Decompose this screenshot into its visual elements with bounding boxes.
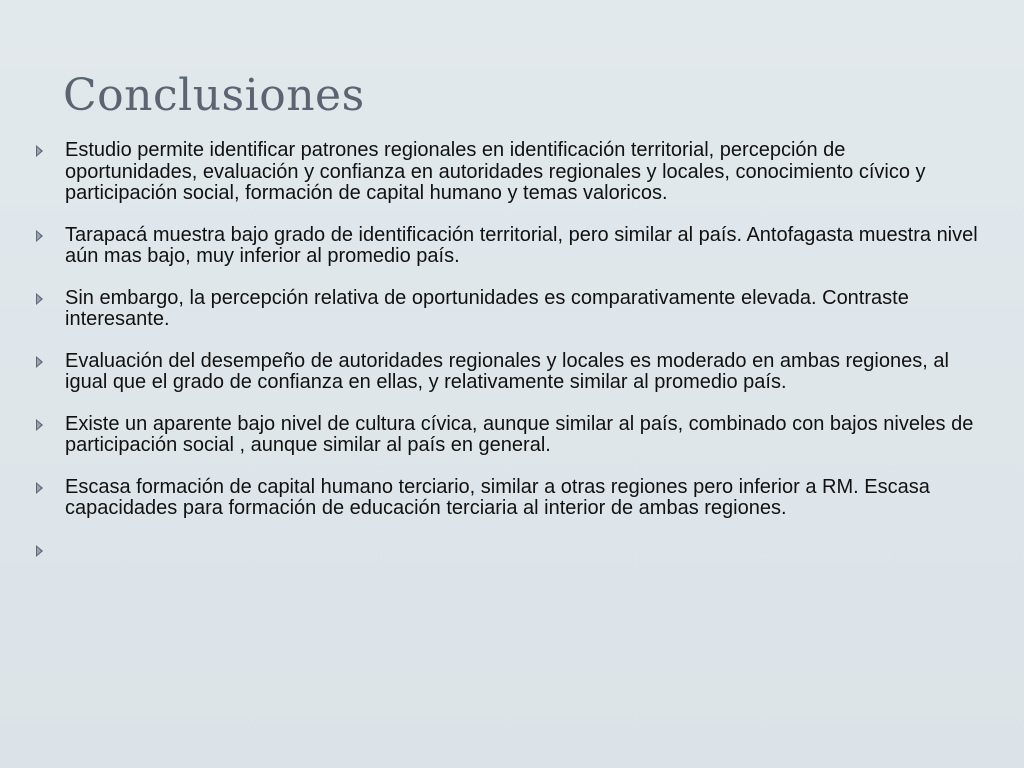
bullet-text: Evaluación del desempeño de autoridades regionales y locales es moderado en ambas regiones, al igual que el grado de confianza en ellas, y relativamente similar al promedio país. [65,349,949,393]
bullet-item [32,477,982,520]
slide-title: Conclusiones [63,70,365,121]
bullet-list [32,140,982,582]
arrow-bullet-icon [36,419,43,431]
arrow-bullet-icon [36,230,43,242]
arrow-bullet-icon [36,545,43,557]
bullet-text: Sin embargo, la percepción relativa de oportunidades es comparativamente elevada. Contraste interesante. [65,286,909,330]
bullet-text: Escasa formación de capital humano terciario, similar a otras regiones pero inferior a RM. Escasa capacidades para formación de educación terciaria al interior de ambas regiones. [65,475,930,519]
bullet-item [32,351,982,394]
bullet-text: Estudio permite identificar patrones regionales en identificación territorial, percepción de oportunidades, evaluación y confianza en autoridades regionales y locales, conocimiento cívico y participación social, formación de capital humano y temas valoricos. [65,139,926,204]
arrow-bullet-icon [36,482,43,494]
bullet-text: Existe un aparente bajo nivel de cultura cívica, aunque similar al país, combinado con bajos niveles de participación social , aunque similar al país en general. [65,412,974,456]
bullet-item [32,225,982,268]
bullet-item [32,414,982,457]
arrow-bullet-icon [36,293,43,305]
arrow-bullet-icon [36,145,43,157]
bullet-item [32,288,982,331]
arrow-bullet-icon [36,356,43,368]
bullet-item-empty [32,540,982,562]
bullet-item [32,140,982,205]
bullet-text: Tarapacá muestra bajo grado de identificación territorial, pero similar al país. Antofagasta muestra nivel aún mas bajo, muy inferior al promedio país. [65,223,978,267]
